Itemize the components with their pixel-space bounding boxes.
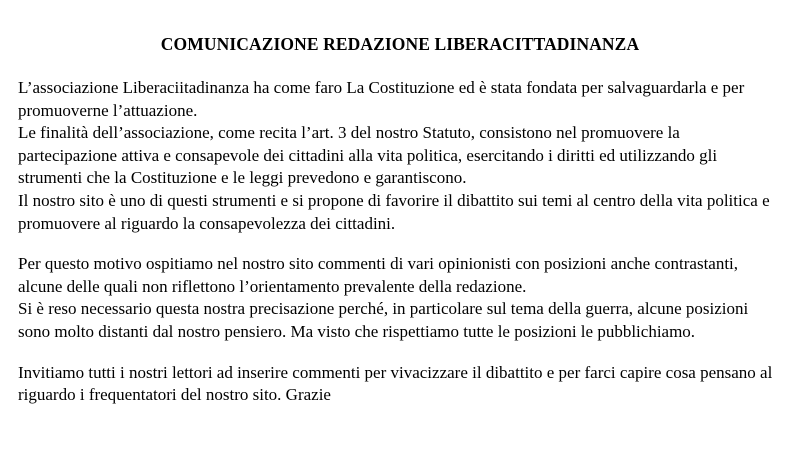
paragraph-3: Il nostro sito è uno di questi strumenti e si propone di favorire il dibattito sui temi al centro della vita politica e promuovere al riguardo la consapevolezza dei cittadini. [18,191,770,233]
paragraph-6: Invitiamo tutti i nostri lettori ad inserire commenti per vivacizzare il dibattito e per farci capire cosa pensano al riguardo i frequentatori del nostro sito. Grazie [18,362,773,405]
paragraph-1: L’associazione Liberaciitadinanza ha come faro La Costituzione ed è stata fondata per salvaguardarla e per promuoverne l’attuazione. [18,78,745,120]
document-body [18,77,782,407]
paragraph-5: Si è reso necessario questa nostra precisazione perché, in particolare sul tema della guerra, alcune posizioni sono molto distanti dal nostro pensiero. Ma visto che rispettiamo tutte le posizioni le pubblichiamo. [18,299,749,342]
paragraph-spacer-1 [18,235,782,253]
paragraph-4: Per questo motivo ospitiamo nel nostro sito commenti di vari opinionisti con posizioni anche contrastanti, alcune delle quali non riflettono l’orientamento prevalente della redazione. [18,254,739,296]
page-title: COMUNICAZIONE REDAZIONE LIBERACITTADINANZA [160,34,640,54]
paragraph-2: Le finalità dell’associazione, come recita l’art. 3 del nostro Statuto, consistono nel promuovere la partecipazione attiva e consapevole dei cittadini alla vita politica, esercitando i diritti ed utilizzando gli strumenti che la Costituzione e le leggi prevedono e garantiscono. [18,123,718,188]
paragraph-spacer-2 [18,344,782,362]
